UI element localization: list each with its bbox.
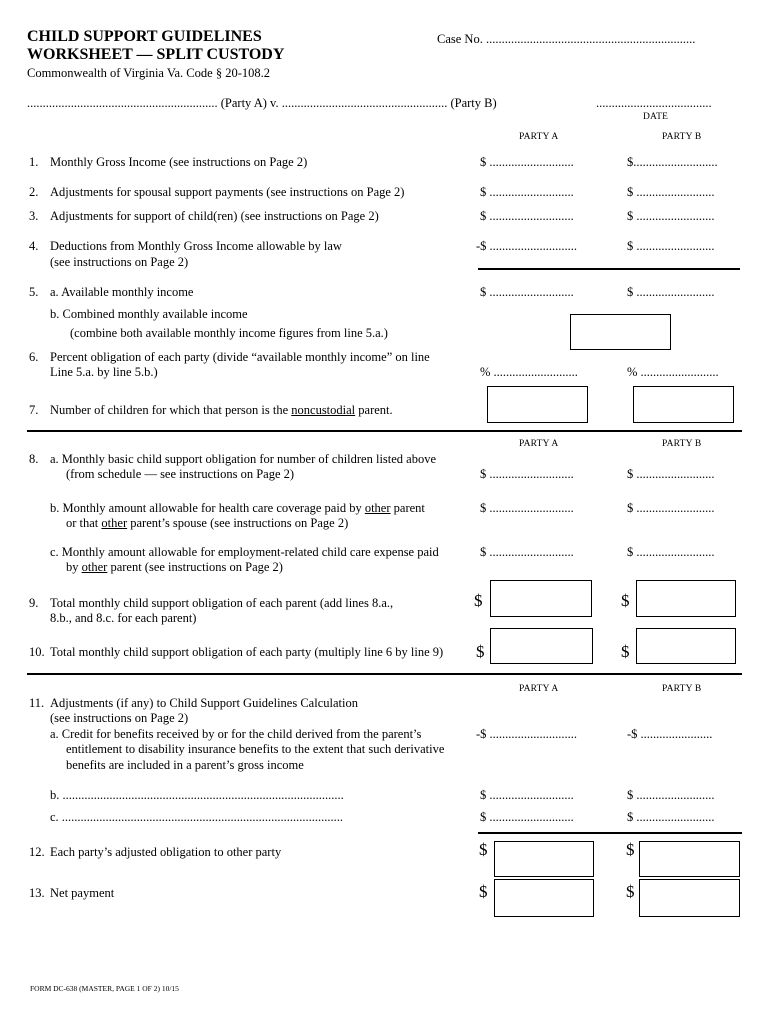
- line-8b-party-a[interactable]: $ ...........................: [480, 501, 574, 515]
- line-8-number: 8.: [29, 452, 39, 466]
- line-11-number: 11.: [29, 696, 45, 710]
- line-8c-label: c. Monthly amount allowable for employment-related child care expense paid: [50, 545, 439, 559]
- line-6-label: Percent obligation of each party (divide “available monthly income” on line: [50, 350, 430, 364]
- line-5b-combined-box[interactable]: [570, 314, 671, 350]
- section-divider-1: [27, 430, 742, 432]
- line-9-party-a-box[interactable]: [490, 580, 592, 617]
- line-6-number: 6.: [29, 350, 39, 364]
- form-footer-id: FORM DC-638 (MASTER, PAGE 1 OF 2) 10/15: [30, 984, 179, 993]
- line-10-party-a-box[interactable]: [490, 628, 593, 664]
- line-12-number: 12.: [29, 845, 45, 859]
- line-11-total-rule: [478, 832, 742, 834]
- line-7-label: Number of children for which that person is the noncustodial parent.: [50, 403, 393, 417]
- line-4-party-b[interactable]: $ .........................: [627, 239, 715, 253]
- line-2-number: 2.: [29, 185, 39, 199]
- line-2-label: Adjustments for spousal support payments (see instructions on Page 2): [50, 185, 405, 199]
- line-3-party-a[interactable]: $ ...........................: [480, 209, 574, 223]
- line-1-party-a[interactable]: $ ...........................: [480, 155, 574, 169]
- line-10-party-b-box[interactable]: [636, 628, 736, 664]
- party-b-header-2: PARTY B: [662, 439, 702, 449]
- line-11c-party-b[interactable]: $ .........................: [627, 810, 715, 824]
- line-7-party-b-box[interactable]: [633, 386, 734, 423]
- line-9-party-b-dollar: $: [621, 591, 630, 610]
- line-8b-party-b[interactable]: $ .........................: [627, 501, 715, 515]
- line-11b-party-b[interactable]: $ .........................: [627, 788, 715, 802]
- line-13-party-a-dollar: $: [479, 882, 488, 901]
- line-10-number: 10.: [29, 645, 45, 659]
- line-13-party-b-box[interactable]: [639, 879, 740, 917]
- line-7-number: 7.: [29, 403, 39, 417]
- line-2-party-b[interactable]: $ .........................: [627, 185, 715, 199]
- line-8b-label-cont: or that other parent’s spouse (see instructions on Page 2): [66, 516, 349, 530]
- date-label: DATE: [643, 112, 669, 122]
- line-7-party-a-box[interactable]: [487, 386, 588, 423]
- parties-line[interactable]: ............................................................. (Party A) v. ..................................................... (Party B): [27, 96, 497, 110]
- line-5b-label: b. Combined monthly available income: [50, 307, 248, 321]
- line-11a-party-b[interactable]: -$ .......................: [627, 727, 713, 741]
- line-5a-label: a. Available monthly income: [50, 285, 194, 299]
- line-4-total-rule: [478, 268, 740, 270]
- line-10-party-b-dollar: $: [621, 642, 630, 661]
- line-5b-label-cont: (combine both available monthly income figures from line 5.a.): [70, 326, 388, 340]
- line-5a-party-a[interactable]: $ ...........................: [480, 285, 574, 299]
- section-divider-2: [27, 673, 742, 675]
- line-5a-party-b[interactable]: $ .........................: [627, 285, 715, 299]
- line-2-party-a[interactable]: $ ...........................: [480, 185, 574, 199]
- line-8c-label-cont: by other parent (see instructions on Page 2): [66, 560, 283, 574]
- line-11a-label: a. Credit for benefits received by or for the child derived from the parent’s: [50, 727, 422, 741]
- line-1-number: 1.: [29, 155, 39, 169]
- form-title-line1: CHILD SUPPORT GUIDELINES: [27, 28, 262, 45]
- party-b-header: PARTY B: [662, 132, 702, 142]
- line-9-number: 9.: [29, 596, 39, 610]
- line-9-party-a-dollar: $: [474, 591, 483, 610]
- line-11-label-cont: (see instructions on Page 2): [50, 711, 189, 725]
- line-4-label-cont: (see instructions on Page 2): [50, 255, 189, 269]
- line-9-label-cont: 8.b., and 8.c. for each parent): [50, 611, 197, 625]
- line-8c-party-b[interactable]: $ .........................: [627, 545, 715, 559]
- line-8c-party-a[interactable]: $ ...........................: [480, 545, 574, 559]
- line-11a-label-cont1: entitlement to disability insurance benefits to the extent that such derivative: [66, 742, 445, 756]
- line-12-party-a-dollar: $: [479, 840, 488, 859]
- line-6-party-b[interactable]: % .........................: [627, 365, 719, 379]
- form-subtitle: Commonwealth of Virginia Va. Code § 20-108.2: [27, 66, 270, 80]
- line-5-number: 5.: [29, 285, 39, 299]
- line-13-number: 13.: [29, 886, 45, 900]
- line-12-label: Each party’s adjusted obligation to other party: [50, 845, 282, 859]
- line-3-label: Adjustments for support of child(ren) (see instructions on Page 2): [50, 209, 379, 223]
- line-8a-party-b[interactable]: $ .........................: [627, 467, 715, 481]
- line-1-label: Monthly Gross Income (see instructions on Page 2): [50, 155, 308, 169]
- line-8b-label: b. Monthly amount allowable for health care coverage paid by other parent: [50, 501, 425, 515]
- line-8a-label: a. Monthly basic child support obligation for number of children listed above: [50, 452, 437, 466]
- line-12-party-b-box[interactable]: [639, 841, 740, 877]
- line-10-label: Total monthly child support obligation of each party (multiply line 6 by line 9): [50, 645, 444, 659]
- line-11c-party-a[interactable]: $ ...........................: [480, 810, 574, 824]
- line-11b-party-a[interactable]: $ ...........................: [480, 788, 574, 802]
- party-a-header-3: PARTY A: [519, 684, 559, 694]
- date-field[interactable]: .....................................: [596, 96, 712, 110]
- line-11a-label-cont2: benefits are included in a parent’s gross income: [66, 758, 304, 772]
- line-12-party-a-box[interactable]: [494, 841, 594, 877]
- line-11b-label[interactable]: b. ..........................................................................................: [50, 788, 344, 802]
- line-6-label-cont: Line 5.a. by line 5.b.): [50, 365, 158, 379]
- line-9-party-b-box[interactable]: [636, 580, 736, 617]
- party-a-header: PARTY A: [519, 132, 559, 142]
- line-11a-party-a[interactable]: -$ ............................: [476, 727, 578, 741]
- line-10-party-a-dollar: $: [476, 642, 485, 661]
- line-1-party-b[interactable]: $...........................: [627, 155, 718, 169]
- line-4-label: Deductions from Monthly Gross Income allowable by law: [50, 239, 342, 253]
- party-b-header-3: PARTY B: [662, 684, 702, 694]
- line-11-label: Adjustments (if any) to Child Support Guidelines Calculation: [50, 696, 358, 710]
- line-8a-party-a[interactable]: $ ...........................: [480, 467, 574, 481]
- line-6-party-a[interactable]: % ...........................: [480, 365, 578, 379]
- line-3-number: 3.: [29, 209, 39, 223]
- party-a-header-2: PARTY A: [519, 439, 559, 449]
- line-11c-label[interactable]: c. ..........................................................................................: [50, 810, 344, 824]
- line-12-party-b-dollar: $: [626, 840, 635, 859]
- line-13-label: Net payment: [50, 886, 115, 900]
- line-8a-label-cont: (from schedule — see instructions on Page 2): [66, 467, 295, 481]
- case-number-field[interactable]: Case No. ...................................................................: [437, 32, 696, 46]
- line-13-party-a-box[interactable]: [494, 879, 594, 917]
- line-13-party-b-dollar: $: [626, 882, 635, 901]
- line-4-party-a[interactable]: -$ ............................: [476, 239, 578, 253]
- line-4-number: 4.: [29, 239, 39, 253]
- line-3-party-b[interactable]: $ .........................: [627, 209, 715, 223]
- line-9-label: Total monthly child support obligation of each parent (add lines 8.a.,: [50, 596, 394, 610]
- form-title-line2: WORKSHEET — SPLIT CUSTODY: [27, 46, 285, 63]
